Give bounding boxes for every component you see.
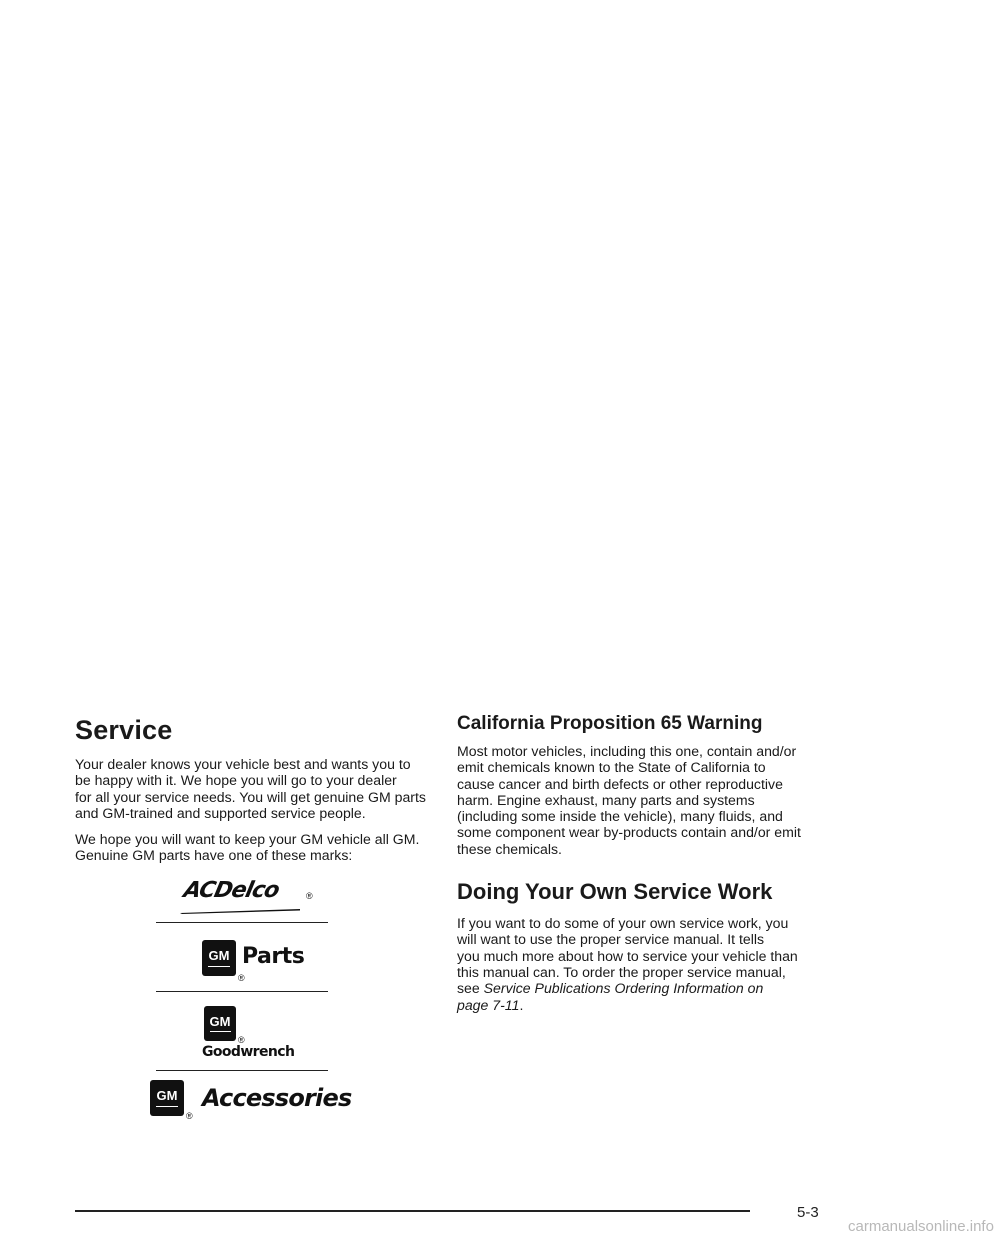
california-warning-paragraph: Most motor vehicles, including this one, contain and/or emit chemicals known to the State of California to cause cancer and birth defects or other reproductive harm. Engine exhaust, many parts and systems (including some inside the vehicle), many fluids, and some component wear by-products contain and/or emit these chemicals. <box>457 743 801 857</box>
genuine-parts-marks <box>150 868 350 1128</box>
marks-divider-2 <box>156 991 328 992</box>
watermark: carmanualsonline.info <box>848 1218 994 1235</box>
marks-divider-3 <box>156 1070 328 1071</box>
acdelco-wordmark: ACDelco <box>181 878 282 903</box>
accessories-wordmark: Accessories <box>202 1084 352 1112</box>
gm-goodwrench-box-icon: GM <box>204 1006 236 1041</box>
footer-rule <box>75 1210 750 1212</box>
marks-divider-1 <box>156 922 328 923</box>
goodwrench-registered-mark: ® <box>238 1035 245 1045</box>
own-service-paragraph: If you want to do some of your own service work, you will want to use the proper service manual. It tells you much more about how to service your vehicle than this manual can. To order the proper service manual, see Service Publications Ordering Information on page 7-11. <box>457 915 798 1013</box>
own-service-heading: Doing Your Own Service Work <box>457 879 773 905</box>
goodwrench-wordmark: Goodwrench <box>202 1044 295 1060</box>
parts-registered-mark: ® <box>238 973 245 983</box>
gm-parts-box-icon: GM <box>202 940 236 976</box>
acdelco-registered-mark: ® <box>306 891 313 901</box>
right-column <box>457 712 817 1023</box>
acdelco-swoosh-icon <box>180 908 300 914</box>
service-publications-link[interactable]: Service Publications Ordering Information on page 7-11 <box>457 980 764 1013</box>
service-paragraph-1: Your dealer knows your vehicle best and wants you to be happy with it. We hope you will go to your dealer for all your service needs. You will get genuine GM parts and GM-trained and supported service people. <box>75 756 426 821</box>
gm-accessories-box-icon: GM <box>150 1080 184 1116</box>
page-number: 5-3 <box>797 1204 819 1221</box>
service-section <box>75 712 435 874</box>
parts-wordmark: Parts <box>242 944 305 969</box>
accessories-registered-mark: ® <box>186 1111 193 1121</box>
acdelco-logo <box>180 878 320 922</box>
service-paragraph-2: We hope you will want to keep your GM vehicle all GM. Genuine GM parts have one of these marks: <box>75 831 420 864</box>
service-heading: Service <box>75 715 173 745</box>
california-warning-heading: California Proposition 65 Warning <box>457 713 763 734</box>
